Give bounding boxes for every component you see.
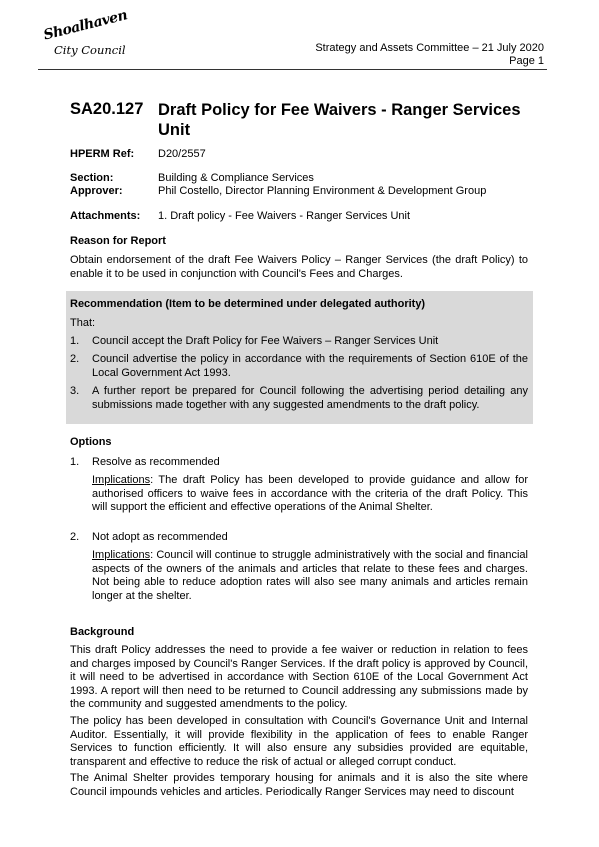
report-code: SA20.127	[70, 100, 144, 118]
section-value: Building & Compliance Services	[158, 172, 314, 184]
background-paragraph: This draft Policy addresses the need to provide a fee waiver or reduction in relation to fees and charges imposed by Council's Ranger Services. If the draft policy is approved by Council, it will need to be advertised in accordance with Section 610E of the Local Government Act 1993. A report will then need to be returned to Council addressing any submissions made by the community and suggested amendments to the policy.	[70, 644, 528, 710]
reason-text: Obtain endorsement of the draft Fee Waivers Policy – Ranger Services (the draft Policy) to enable it to be used in conjunction with Council's Fees and Charges.	[70, 254, 528, 280]
rec-item-number: 1.	[70, 335, 80, 347]
logo-brand: Shoalhaven	[42, 7, 129, 44]
rec-item-text: Council advertise the policy in accordance with the requirements of Section 610E of the Local Government Act 1993.	[92, 353, 528, 379]
rec-item-number: 2.	[70, 353, 80, 365]
background-heading: Background	[70, 626, 135, 638]
hperm-value: D20/2557	[158, 148, 206, 160]
attachments-label: Attachments:	[70, 210, 141, 222]
option-implications	[92, 549, 528, 603]
council-logo	[38, 7, 138, 64]
implications-label: Implications	[92, 474, 151, 486]
recommendation-heading: Recommendation (Item to be determined under delegated authority)	[70, 298, 426, 310]
background-paragraph: The policy has been developed in consultation with Council's Governance Unit and Internal Auditor. Essentially, it will provide flexibility in the application of fees to enable Ranger Services to function efficiently. It will also ensure any subsidies provided are equitable, transparent and effective to reduce the risk of actual or alleged corrupt conduct.	[70, 715, 528, 768]
option-number: 2.	[70, 531, 80, 543]
report-title: Draft Policy for Fee Waivers - Ranger Services Unit	[158, 101, 521, 139]
rec-item-text: A further report be prepared for Council following the advertising period detailing any submissions made together with any suggested amendments to the draft policy.	[92, 385, 528, 411]
approver-value: Phil Costello, Director Planning Environment & Development Group	[158, 185, 487, 197]
option-title: Not adopt as recommended	[92, 531, 228, 543]
implications-text: : Council will continue to struggle administratively with the social and financial aspects of the owners of the animals and articles that relate to these fees and charges. Not being able to reduce adoption rates will also see many animals and articles remain longer at the shelter.	[92, 549, 528, 602]
reason-heading: Reason for Report	[70, 235, 166, 247]
option-implications	[92, 474, 528, 515]
approver-label: Approver:	[70, 185, 123, 197]
logo-subtitle: City Council	[54, 43, 126, 57]
options-heading: Options	[70, 436, 112, 448]
section-label: Section:	[70, 172, 114, 184]
recommendation-intro: That:	[70, 317, 96, 329]
rec-item-text: Council accept the Draft Policy for Fee Waivers – Ranger Services Unit	[92, 335, 439, 347]
hperm-label: HPERM Ref:	[70, 148, 135, 160]
header-rule	[38, 69, 547, 70]
meeting-header: Strategy and Assets Committee – 21 July 2020	[315, 42, 544, 54]
implications-text: : The draft Policy has been developed to provide guidance and allow for authorised officers to waive fees in accordance with the criteria of the draft Policy. This will support the efficient and effective operations of the Animal Shelter.	[92, 474, 528, 513]
implications-label: Implications	[92, 549, 151, 561]
page-number: Page 1	[509, 55, 544, 67]
rec-item-number: 3.	[70, 385, 80, 397]
attachment-link[interactable]: 1. Draft policy - Fee Waivers - Ranger Services Unit	[158, 210, 411, 222]
option-title: Resolve as recommended	[92, 456, 220, 468]
option-number: 1.	[70, 456, 80, 468]
background-paragraph: The Animal Shelter provides temporary housing for animals and it is also the site where Council impounds vehicles and articles. Periodically Ranger Services may need to discount	[70, 772, 528, 798]
